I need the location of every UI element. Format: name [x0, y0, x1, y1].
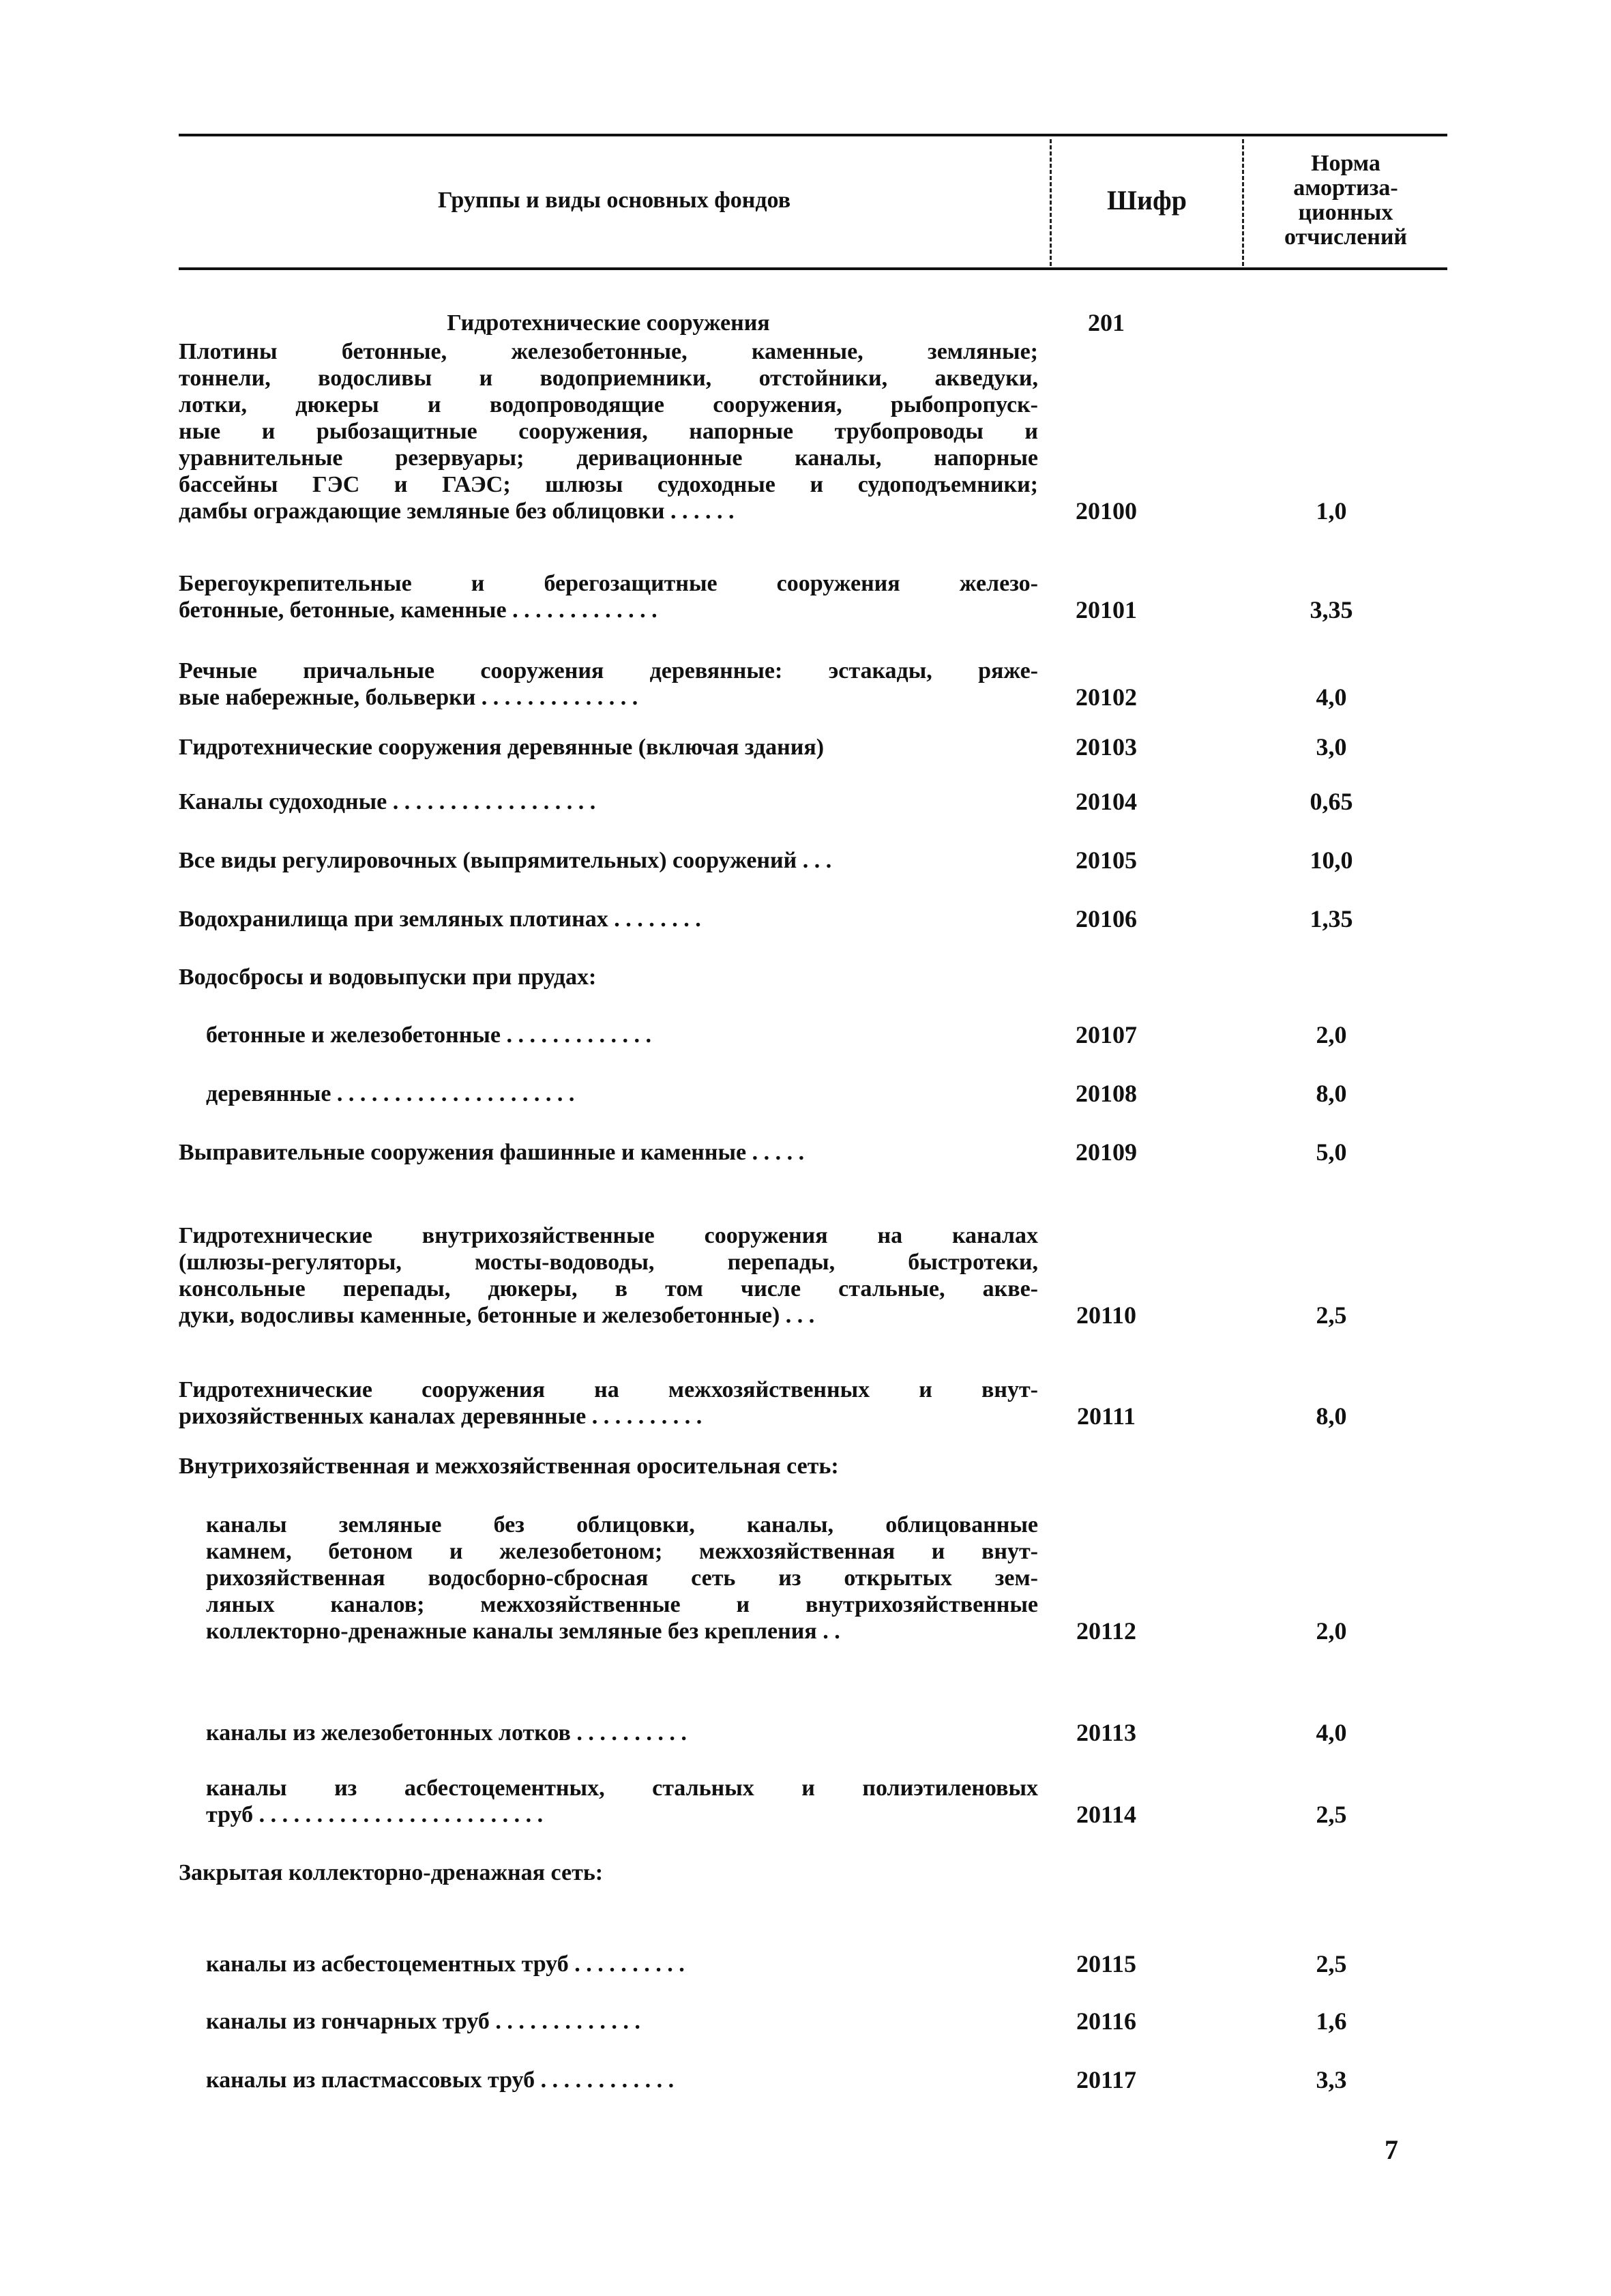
- header-norm-line: отчислений: [1284, 224, 1408, 250]
- row-description: [206, 1512, 1038, 1645]
- row-norm: 2,5: [1316, 1301, 1347, 1329]
- row-norm: 3,0: [1316, 733, 1347, 761]
- row-description: [206, 2008, 1038, 2035]
- row-description-line: дамбы ограждающие земляные без облицовки . . . . . .: [179, 499, 735, 524]
- table-row: [179, 570, 1447, 623]
- row-description: [179, 658, 1038, 711]
- row-description: [179, 964, 1038, 990]
- row-description-line: Водосбросы и водовыпуски при прудах:: [179, 965, 597, 990]
- row-description-line: бетонные и железобетонные . . . . . . . . . . . . .: [206, 1022, 651, 1048]
- row-description: [206, 1951, 1038, 1977]
- row-description-line: Плотины бетонные, железобетонные, каменные, земляные;: [179, 339, 1038, 364]
- row-code: 20114: [1076, 1801, 1136, 1828]
- header-norm-line: Норма: [1311, 151, 1380, 176]
- row-description: [179, 847, 1038, 874]
- table-row: [179, 789, 1447, 815]
- row-description-line: тоннели, водосливы и водоприемники, отстойники, акведуки,: [179, 366, 1038, 391]
- row-description-line: деревянные . . . . . . . . . . . . . . . . . . . . .: [206, 1081, 575, 1106]
- row-description-line: каналы из гончарных труб . . . . . . . . . . . . .: [206, 2009, 640, 2034]
- row-description-line: труб . . . . . . . . . . . . . . . . . . . . . . . . .: [206, 1802, 544, 1827]
- row-code: 20111: [1076, 1402, 1136, 1430]
- row-code: 20104: [1076, 788, 1137, 815]
- row-description: [206, 1720, 1038, 1746]
- row-description: [179, 1453, 1038, 1480]
- row-description-line: ляных каналов; межхозяйственные и внутрихозяйственные: [206, 1592, 1038, 1617]
- table-row: [179, 1951, 1447, 1977]
- row-description: [179, 789, 1038, 815]
- row-description-line: (шлюзы-регуляторы, мосты-водоводы, перепады, быстротеки,: [179, 1250, 1038, 1275]
- row-description-line: вые набережные, больверки . . . . . . . . . . . . . .: [179, 685, 638, 710]
- row-description-line: Гидротехнические внутрихозяйственные сооружения на каналах: [179, 1223, 1038, 1248]
- page-number: 7: [1385, 2134, 1398, 2165]
- row-norm: 1,6: [1316, 2007, 1347, 2035]
- row-description-line: бетонные, бетонные, каменные . . . . . . . . . . . . .: [179, 598, 657, 623]
- header-norm-line: ционных: [1298, 200, 1393, 225]
- table-row: [179, 906, 1447, 932]
- row-description-line: каналы из железобетонных лотков . . . . . . . . . .: [206, 1720, 687, 1746]
- row-description: [206, 1080, 1038, 1107]
- table-row: [179, 1775, 1447, 1828]
- row-norm: 1,35: [1310, 905, 1353, 932]
- row-norm: 2,5: [1316, 1950, 1347, 1977]
- row-description: [179, 734, 1038, 761]
- row-description-line: каналы земляные без облицовки, каналы, облицованные: [206, 1512, 1038, 1537]
- row-description-line: Водохранилища при земляных плотинах . . . . . . . .: [179, 907, 701, 932]
- table-row: [179, 1022, 1447, 1048]
- row-description-line: дуки, водосливы каменные, бетонные и железобетонные) . . .: [179, 1303, 815, 1328]
- row-description-line: ные и рыбозащитные сооружения, напорные трубопроводы и: [179, 419, 1038, 444]
- section-code: 201: [1088, 309, 1125, 336]
- row-code: 20107: [1076, 1021, 1137, 1048]
- row-description-line: рихозяйственных каналах деревянные . . . . . . . . . .: [179, 1404, 703, 1429]
- row-description-line: Берегоукрепительные и берегозащитные сооружения железо-: [179, 571, 1038, 596]
- row-description-line: каналы из асбестоцементных труб . . . . . . . . . .: [206, 1952, 685, 1977]
- row-norm: 5,0: [1316, 1138, 1347, 1166]
- row-description: [179, 570, 1038, 623]
- row-norm: 4,0: [1316, 683, 1347, 711]
- row-code: 20112: [1076, 1617, 1136, 1645]
- row-description-line: каналы из пластмассовых труб . . . . . . . . . . . .: [206, 2067, 675, 2093]
- table-row: [179, 1859, 1447, 1886]
- row-description-line: консольные перепады, дюкеры, в том числе стальные, акве-: [179, 1276, 1038, 1301]
- row-norm: 10,0: [1310, 847, 1353, 874]
- row-description-line: Речные причальные сооружения деревянные: эстакады, ряже-: [179, 658, 1038, 683]
- row-description-line: Гидротехнические сооружения на межхозяйственных и внут-: [179, 1377, 1038, 1402]
- row-code: 20116: [1076, 2007, 1136, 2035]
- row-code: 20103: [1076, 733, 1137, 761]
- row-code: 20115: [1076, 1950, 1136, 1977]
- row-code: 20117: [1076, 2066, 1136, 2093]
- table-row: [179, 1377, 1447, 1430]
- table-row: [179, 1080, 1447, 1107]
- section-title: Гидротехнические сооружения: [447, 310, 770, 336]
- row-code: 20110: [1076, 1301, 1136, 1329]
- section-heading: [179, 310, 1447, 337]
- row-description-line: рихозяйственная водосборно-сбросная сеть из открытых зем-: [206, 1565, 1038, 1591]
- row-code: 20108: [1076, 1080, 1137, 1107]
- header-norm: [1244, 134, 1447, 267]
- table-row: [179, 338, 1447, 525]
- row-description: [206, 2067, 1038, 2093]
- table-header-rule: [179, 267, 1447, 270]
- row-code: 20105: [1076, 847, 1137, 874]
- table-row: [179, 1720, 1447, 1746]
- header-groups: Группы и виды основных фондов: [437, 188, 791, 213]
- row-norm: 0,65: [1310, 788, 1353, 815]
- row-norm: 3,3: [1316, 2066, 1347, 2093]
- row-description-line: лотки, дюкеры и водопроводящие сооружения, рыбопропуск-: [179, 392, 1038, 417]
- row-description-line: Все виды регулировочных (выпрямительных) сооружений . . .: [179, 848, 832, 873]
- row-description: [206, 1022, 1038, 1048]
- row-code: 20102: [1076, 683, 1137, 711]
- row-norm: 1,0: [1316, 497, 1347, 525]
- row-norm: 4,0: [1316, 1719, 1347, 1746]
- row-code: 20101: [1076, 596, 1137, 623]
- row-norm: 2,0: [1316, 1021, 1347, 1048]
- row-description: [206, 1775, 1038, 1828]
- table-row: [179, 1512, 1447, 1645]
- row-description-line: камнем, бетоном и железобетоном; межхозяйственная и внут-: [206, 1539, 1038, 1564]
- row-description-line: Гидротехнические сооружения деревянные (включая здания): [179, 735, 825, 760]
- row-description: [179, 1377, 1038, 1430]
- row-description: [179, 1222, 1038, 1329]
- row-description-line: Каналы судоходные . . . . . . . . . . . . . . . . . .: [179, 789, 596, 814]
- row-norm: 8,0: [1316, 1080, 1347, 1107]
- row-code: 20106: [1076, 905, 1137, 932]
- table-row: [179, 1222, 1447, 1329]
- row-description-line: Закрытая коллекторно-дренажная сеть:: [179, 1860, 604, 1885]
- table-row: [179, 1453, 1447, 1480]
- row-code: 20100: [1076, 497, 1137, 525]
- row-norm: 2,5: [1316, 1801, 1347, 1828]
- table-row: [179, 2008, 1447, 2035]
- row-description-line: уравнительные резервуары; деривационные каналы, напорные: [179, 445, 1038, 471]
- table-row: [179, 964, 1447, 990]
- row-code: 20113: [1076, 1719, 1136, 1746]
- row-description: [179, 1859, 1038, 1886]
- table-row: [179, 847, 1447, 874]
- row-description-line: бассейны ГЭС и ГАЭС; шлюзы судоходные и судоподъемники;: [179, 472, 1038, 497]
- row-code: 20109: [1076, 1138, 1137, 1166]
- table-row: [179, 1139, 1447, 1166]
- row-description-line: Выправительные сооружения фашинные и каменные . . . . .: [179, 1140, 805, 1165]
- table-row: [179, 2067, 1447, 2093]
- row-description-line: каналы из асбестоцементных, стальных и полиэтиленовых: [206, 1776, 1038, 1801]
- row-description-line: Внутрихозяйственная и межхозяйственная оросительная сеть:: [179, 1454, 839, 1479]
- row-description: [179, 1139, 1038, 1166]
- row-description-line: коллекторно-дренажные каналы земляные без крепления . .: [206, 1619, 840, 1644]
- row-description: [179, 906, 1038, 932]
- table-row: [179, 658, 1447, 711]
- table-row: [179, 734, 1447, 761]
- row-description: [179, 338, 1038, 525]
- row-norm: 3,35: [1310, 596, 1353, 623]
- row-norm: 8,0: [1316, 1402, 1347, 1430]
- row-norm: 2,0: [1316, 1617, 1347, 1645]
- header-code: Шифр: [1107, 185, 1187, 216]
- header-norm-line: амортиза-: [1293, 175, 1398, 201]
